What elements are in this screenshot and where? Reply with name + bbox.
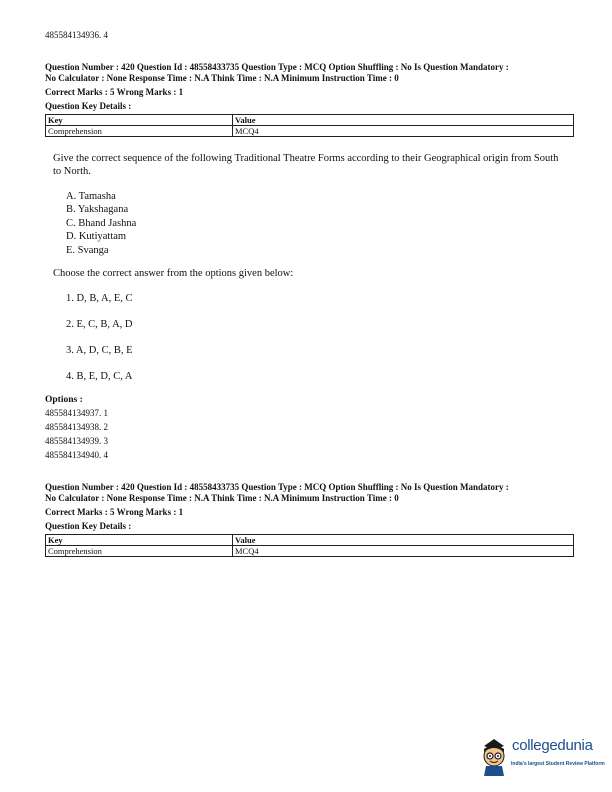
choose-instruction: Choose the correct answer from the options given below: (53, 268, 294, 279)
question-meta-line-1: Question Number : 420 Question Id : 48558433735 Question Type : MCQ Option Shuffling : No Is Question Mandatory : (45, 62, 509, 72)
item-d: D. Kutiyattam (66, 231, 127, 243)
item-e: E. Svanga (66, 244, 109, 256)
key-table (45, 114, 574, 137)
value-header: Value (233, 535, 574, 546)
top-option-id: 485584134936. 4 (45, 30, 108, 40)
option-id-3: 485584134939. 3 (45, 436, 108, 446)
item-b: B. Yakshagana (66, 204, 129, 216)
key-header: Key (46, 535, 233, 546)
key-details-label: Question Key Details : (45, 101, 132, 111)
question-text: Give the correct sequence of the following Traditional Theatre Forms according to their Geographical origin from South to North. (53, 153, 559, 177)
answer-3: 3. A, D, C, B, E (66, 345, 133, 356)
answer-2: 2. E, C, B, A, D (66, 319, 133, 330)
value-header: Value (233, 115, 574, 126)
key-table-repeat (45, 534, 574, 557)
answer-1: 1. D, B, A, E, C (66, 293, 133, 304)
logo-tagline: India's largest Student Review Platform (511, 761, 605, 767)
options-title: Options : (45, 395, 83, 405)
collegedunia-logo (478, 736, 605, 778)
logo-name: collegedunia (512, 737, 593, 754)
mascot-icon (478, 736, 510, 776)
value-cell: MCQ4 (233, 546, 574, 557)
marks-line-repeat: Correct Marks : 5 Wrong Marks : 1 (45, 507, 184, 517)
key-cell: Comprehension (46, 546, 233, 557)
question-items (66, 190, 136, 257)
option-id-1: 485584134937. 1 (45, 408, 108, 418)
item-a: A. Tamasha (66, 191, 116, 202)
answer-4: 4. B, E, D, C, A (66, 371, 133, 382)
question-meta-line-2-repeat: No Calculator : None Response Time : N.A Think Time : N.A Minimum Instruction Time : 0 (45, 493, 399, 503)
key-header: Key (46, 115, 233, 126)
value-cell: MCQ4 (233, 126, 574, 137)
question-meta-line-2: No Calculator : None Response Time : N.A Think Time : N.A Minimum Instruction Time : 0 (45, 73, 399, 83)
option-id-2: 485584134938. 2 (45, 422, 108, 432)
item-c: C. Bhand Jashna (66, 217, 137, 229)
key-cell: Comprehension (46, 126, 233, 137)
key-details-label-repeat: Question Key Details : (45, 521, 132, 531)
question-meta-line-1-repeat: Question Number : 420 Question Id : 48558433735 Question Type : MCQ Option Shuffling : No Is Question Mandatory : (45, 482, 509, 492)
marks-line: Correct Marks : 5 Wrong Marks : 1 (45, 87, 184, 97)
option-id-4: 485584134940. 4 (45, 450, 108, 460)
